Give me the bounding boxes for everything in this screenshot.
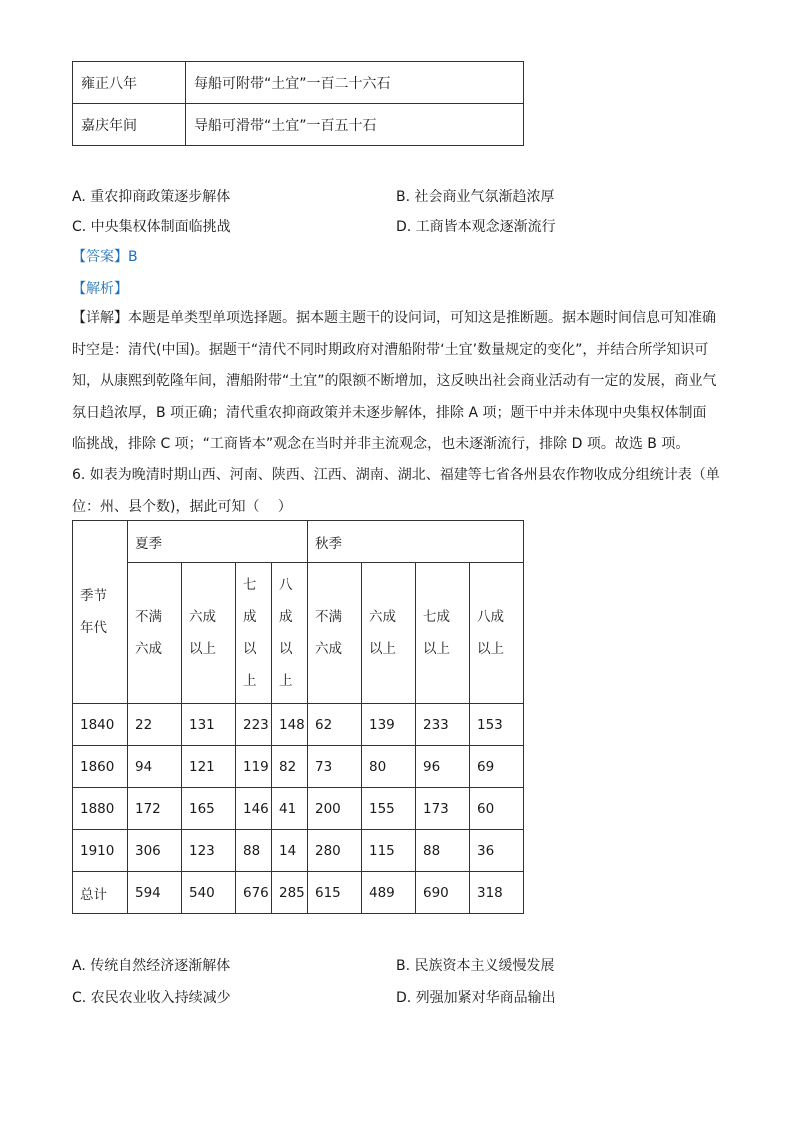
table-cell: 285 [272, 872, 308, 914]
column-header: 八成 以上 [470, 563, 524, 704]
table-cell: 62 [308, 704, 362, 746]
table-cell: 233 [416, 704, 470, 746]
table-cell: 96 [416, 746, 470, 788]
table-cell: 82 [272, 746, 308, 788]
table-cell: 139 [362, 704, 416, 746]
row-label-cell: 1880 [73, 788, 128, 830]
table-cell: 676 [236, 872, 272, 914]
table-cell: 每船可附带“土宜”一百二十六石 [186, 62, 524, 104]
table-cell: 69 [470, 746, 524, 788]
column-header: 八 成 以 上 [272, 563, 308, 704]
analysis-line: 知，从康熙到乾隆年间，漕船附带“土宜”的限额不断增加，这反映出社会商业活动有一定的发展，商业气 [72, 373, 717, 389]
option-b: B. 民族资本主义缓慢发展 [396, 958, 555, 974]
option-c: C. 中央集权体制面临挑战 [72, 219, 231, 235]
answer-label: 【答案】B [72, 249, 138, 265]
table-cell: 60 [470, 788, 524, 830]
table-cell: 594 [128, 872, 182, 914]
column-header: 七成 以上 [416, 563, 470, 704]
corner-header: 季节 年代 [73, 521, 128, 704]
table-cell: 88 [236, 830, 272, 872]
table-cell: 146 [236, 788, 272, 830]
table-cell: 雍正八年 [73, 62, 186, 104]
analysis-line: 时空是：清代(中国)。据题干“清代不同时期政府对漕船附带‘土宜’数量规定的变化”，并结合所学知识可 [72, 341, 709, 358]
summer-header: 夏季 [128, 521, 308, 563]
row-label-cell: 总计 [73, 872, 128, 914]
table-cell: 131 [182, 704, 236, 746]
analysis-text [72, 303, 722, 461]
table-cell: 489 [362, 872, 416, 914]
stem-line: 6. 如表为晚清时期山西、河南、陕西、江西、湖南、湖北、福建等七省各州县农作物收成分组统计表（单 [72, 467, 720, 483]
table-row [73, 746, 524, 788]
column-header: 六成 以上 [362, 563, 416, 704]
table-cell: 153 [470, 704, 524, 746]
row-label-cell: 1840 [73, 704, 128, 746]
option-a: A. 传统自然经济逐渐解体 [72, 958, 231, 974]
table-cell: 165 [182, 788, 236, 830]
option-b: B. 社会商业气氛渐趋浓厚 [396, 189, 555, 205]
option-d: D. 列强加紧对华商品输出 [396, 990, 556, 1006]
table-harvest [72, 520, 524, 914]
table-cell: 172 [128, 788, 182, 830]
table-cell: 173 [416, 788, 470, 830]
table-cell: 615 [308, 872, 362, 914]
table-cell: 318 [470, 872, 524, 914]
table-cell: 36 [470, 830, 524, 872]
table-header-row [73, 521, 524, 563]
analysis-line: 临挑战，排除 C 项；“工商皆本”观念在当时并非主流观念，也未逐渐流行，排除 D 项。故选 B 项。 [72, 436, 690, 452]
table-cell: 121 [182, 746, 236, 788]
table-cell: 540 [182, 872, 236, 914]
table-cell: 80 [362, 746, 416, 788]
table-row [73, 62, 524, 104]
table-cell: 115 [362, 830, 416, 872]
table-cell: 88 [416, 830, 470, 872]
table-cell: 155 [362, 788, 416, 830]
table-cell: 14 [272, 830, 308, 872]
row-label-cell: 1910 [73, 830, 128, 872]
table-cell: 119 [236, 746, 272, 788]
table-cell: 200 [308, 788, 362, 830]
table-cell: 306 [128, 830, 182, 872]
table-row [73, 104, 524, 146]
option-a: A. 重农抑商政策逐步解体 [72, 189, 231, 205]
table-tuyi [72, 61, 524, 146]
table-cell: 嘉庆年间 [73, 104, 186, 146]
table-cell: 123 [182, 830, 236, 872]
column-header: 七 成 以 上 [236, 563, 272, 704]
analysis-line: 氛日趋浓厚，B 项正确；清代重农抑商政策并未逐步解体，排除 A 项；题干中并未体现中央集权体制面 [72, 404, 707, 421]
row-label-cell: 1860 [73, 746, 128, 788]
column-header: 不满 六成 [128, 563, 182, 704]
option-d: D. 工商皆本观念逐渐流行 [396, 219, 556, 235]
table-cell: 22 [128, 704, 182, 746]
table-cell: 223 [236, 704, 272, 746]
table-cell: 280 [308, 830, 362, 872]
table-row [73, 830, 524, 872]
question-stem [72, 460, 722, 523]
table-subheader-row [73, 563, 524, 704]
option-c: C. 农民农业收入持续减少 [72, 990, 231, 1006]
table-cell: 94 [128, 746, 182, 788]
table-cell: 148 [272, 704, 308, 746]
table-cell: 73 [308, 746, 362, 788]
table-row [73, 872, 524, 914]
stem-line: 位：州、县个数)，据此可知（ ） [72, 498, 292, 515]
analysis-line: 【详解】本题是单类型单项选择题。据本题主题干的设问词，可知这是推断题。据本题时间信息可知准确 [72, 310, 716, 326]
column-header: 不满 六成 [308, 563, 362, 704]
analysis-label: 【解析】 [72, 281, 128, 297]
table-row [73, 788, 524, 830]
table-row [73, 704, 524, 746]
table-cell: 690 [416, 872, 470, 914]
autumn-header: 秋季 [308, 521, 524, 563]
table-cell: 导船可滑带“土宜”一百五十石 [186, 104, 524, 146]
column-header: 六成 以上 [182, 563, 236, 704]
table-cell: 41 [272, 788, 308, 830]
